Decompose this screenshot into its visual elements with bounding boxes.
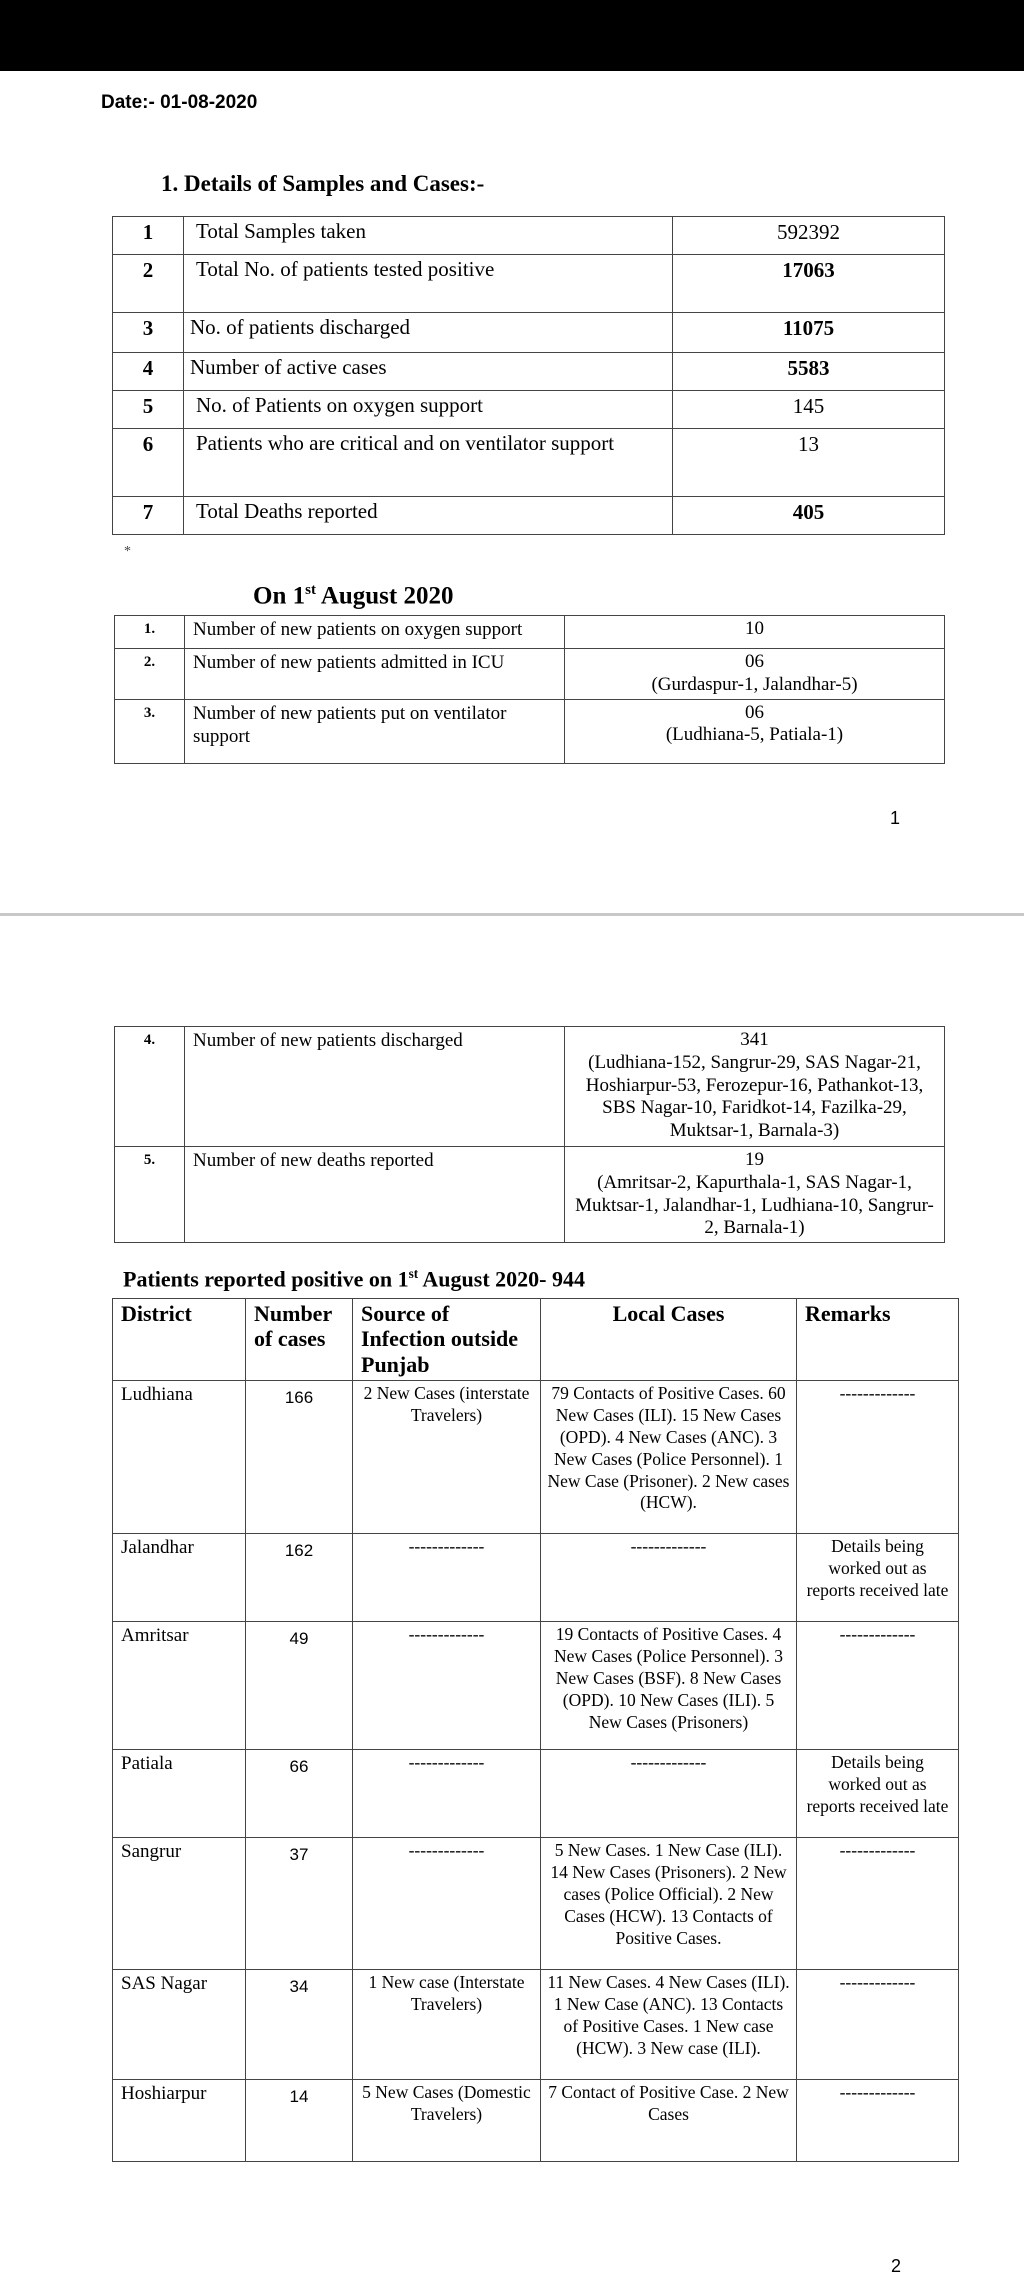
remarks-cell: Details being worked out as reports received late [797, 1750, 959, 1838]
row-number: 4 [113, 353, 184, 391]
header-remarks: Remarks [797, 1299, 959, 1381]
row-number: 2 [113, 255, 184, 313]
table-row [113, 429, 945, 497]
district-cell: Hoshiarpur [113, 2080, 246, 2162]
table-row [115, 1147, 945, 1243]
district-positive-table [112, 1298, 959, 2162]
section1-heading: 1. Details of Samples and Cases:- [161, 171, 485, 196]
local-cell: 5 New Cases. 1 New Case (ILI). 14 New Cases (Prisoners). 2 New cases (Police Official). 2 New Cases (HCW). 13 Contacts of Positive Cases. [541, 1838, 797, 1970]
row-value-detail: (Ludhiana-5, Patiala-1) [665, 724, 844, 746]
samples-cases-table [112, 216, 945, 535]
table-row [113, 1381, 959, 1534]
table-row [113, 1534, 959, 1622]
cases-cell: 66 [246, 1750, 353, 1838]
table-row [113, 497, 945, 535]
table-row [115, 699, 945, 763]
row-number: 1 [113, 217, 184, 255]
row-value [565, 1147, 945, 1243]
table-row [113, 1622, 959, 1750]
asterisk-note: * [124, 544, 131, 559]
local-cell: 11 New Cases. 4 New Cases (ILI). 1 New Case (ANC). 13 Contacts of Positive Cases. 1 New case (HCW). 3 New case (ILI). [541, 1970, 797, 2080]
source-cell: ------------- [353, 1534, 541, 1622]
remarks-cell: Details being worked out as reports received late [797, 1534, 959, 1622]
header-cases: Number of cases [246, 1299, 353, 1381]
row-number: 6 [113, 429, 184, 497]
source-cell: ------------- [353, 1622, 541, 1750]
table-row [113, 353, 945, 391]
row-label: Number of new patients discharged [185, 1027, 565, 1147]
local-cell: 19 Contacts of Positive Cases. 4 New Cases (Police Personnel). 3 New Cases (BSF). 8 New Cases (OPD). 10 New Cases (ILI). 5 New Cases (Prisoners) [541, 1622, 797, 1750]
table-row [113, 217, 945, 255]
page-number: 2 [891, 2256, 902, 2276]
row-value-number: 341 [740, 1029, 769, 1050]
row-value: 5583 [673, 353, 945, 391]
district-cell: Patiala [113, 1750, 246, 1838]
daily-heading-prefix: On 1 [253, 582, 306, 610]
header-district: District [113, 1299, 246, 1381]
row-label: No. of patients discharged [184, 313, 673, 353]
positive-heading-sup: st [408, 1266, 419, 1281]
row-value: 145 [673, 391, 945, 429]
row-number: 5 [113, 391, 184, 429]
cases-cell: 166 [246, 1381, 353, 1534]
row-value [565, 616, 945, 649]
local-cell: 79 Contacts of Positive Cases. 60 New Cases (ILI). 15 New Cases (OPD). 4 New Cases (ANC). 3 New Cases (Police Personnel). 1 New Case (Prisoner). 2 New cases (HCW). [541, 1381, 797, 1534]
header-source: Source of Infection outside Punjab [353, 1299, 541, 1381]
table-row [113, 1970, 959, 2080]
daily-heading-sup: st [305, 582, 316, 598]
row-value-detail: (Gurdaspur-1, Jalandhar-5) [651, 673, 858, 695]
remarks-cell: ------------- [797, 1970, 959, 2080]
table-row [113, 1838, 959, 1970]
daily-updates-table [114, 615, 945, 764]
page-number: 1 [890, 808, 901, 828]
district-cell: Sangrur [113, 1838, 246, 1970]
district-cell: SAS Nagar [113, 1970, 246, 2080]
source-cell: ------------- [353, 1750, 541, 1838]
district-cell: Amritsar [113, 1622, 246, 1750]
row-value [565, 699, 945, 763]
district-cell: Jalandhar [113, 1534, 246, 1622]
daily-heading-suffix: August 2020 [315, 582, 454, 610]
row-value: 405 [673, 497, 945, 535]
table-row [115, 649, 945, 700]
row-number: 3. [115, 699, 185, 763]
row-label: Number of new patients on oxygen support [185, 616, 565, 649]
positive-heading [123, 1266, 585, 1292]
row-value: 17063 [673, 255, 945, 313]
daily-heading [253, 582, 454, 610]
row-number: 7 [113, 497, 184, 535]
row-value [565, 649, 945, 700]
row-value [565, 1027, 945, 1147]
remarks-cell: ------------- [797, 1381, 959, 1534]
table-row [115, 1027, 945, 1147]
row-label: Number of active cases [184, 353, 673, 391]
row-value: 11075 [673, 313, 945, 353]
cases-cell: 37 [246, 1838, 353, 1970]
local-cell: ------------- [541, 1750, 797, 1838]
row-label: Number of new patients admitted in ICU [185, 649, 565, 700]
source-cell: 2 New Cases (interstate Travelers) [353, 1381, 541, 1534]
source-cell: ------------- [353, 1838, 541, 1970]
top-black-bar [0, 0, 1024, 71]
row-value-number: 10 [745, 618, 764, 639]
source-cell: 5 New Cases (Domestic Travelers) [353, 2080, 541, 2162]
table-row [113, 391, 945, 429]
row-number: 5. [115, 1147, 185, 1243]
row-value: 592392 [673, 217, 945, 255]
local-cell: ------------- [541, 1534, 797, 1622]
district-cell: Ludhiana [113, 1381, 246, 1534]
report-date: Date:- 01-08-2020 [101, 92, 258, 113]
row-label: No. of Patients on oxygen support [184, 391, 673, 429]
row-number: 1. [115, 616, 185, 649]
row-number: 2. [115, 649, 185, 700]
table-header-row [113, 1299, 959, 1381]
row-value: 13 [673, 429, 945, 497]
table-row [115, 616, 945, 649]
source-cell: 1 New case (Interstate Travelers) [353, 1970, 541, 2080]
cases-cell: 14 [246, 2080, 353, 2162]
row-value-detail: (Ludhiana-152, Sangrur-29, SAS Nagar-21, Hoshiarpur-53, Ferozepur-16, Pathankot-13, SBS Nagar-10, Faridkot-14, Fazilka-29, Muktsar-1, Barnala-3) [585, 1051, 924, 1142]
positive-heading-prefix: Patients reported positive on 1 [123, 1266, 409, 1292]
row-value-number: 19 [745, 1149, 764, 1170]
remarks-cell: ------------- [797, 2080, 959, 2162]
row-number: 4. [115, 1027, 185, 1147]
positive-heading-suffix: August 2020- 944 [418, 1266, 585, 1292]
row-label: Patients who are critical and on ventilator support [184, 429, 673, 497]
row-label: Total No. of patients tested positive [184, 255, 673, 313]
remarks-cell: ------------- [797, 1838, 959, 1970]
local-cell: 7 Contact of Positive Case. 2 New Cases [541, 2080, 797, 2162]
row-number: 3 [113, 313, 184, 353]
remarks-cell: ------------- [797, 1622, 959, 1750]
daily-updates-table-continued [114, 1026, 945, 1243]
row-value-detail: (Amritsar-2, Kapurthala-1, SAS Nagar-1, Muktsar-1, Jalandhar-1, Ludhiana-10, Sangrur-2, Barnala-1) [575, 1171, 934, 1239]
row-label: Total Samples taken [184, 217, 673, 255]
header-local: Local Cases [541, 1299, 797, 1381]
row-value-number: 06 [745, 651, 764, 672]
row-label: Number of new deaths reported [185, 1147, 565, 1243]
row-label: Number of new patients put on ventilator support [185, 699, 565, 763]
table-row [113, 255, 945, 313]
cases-cell: 34 [246, 1970, 353, 2080]
page-divider [0, 913, 1024, 916]
cases-cell: 49 [246, 1622, 353, 1750]
row-label: Total Deaths reported [184, 497, 673, 535]
table-row [113, 2080, 959, 2162]
table-row [113, 313, 945, 353]
table-row [113, 1750, 959, 1838]
row-value-number: 06 [745, 701, 764, 723]
cases-cell: 162 [246, 1534, 353, 1622]
